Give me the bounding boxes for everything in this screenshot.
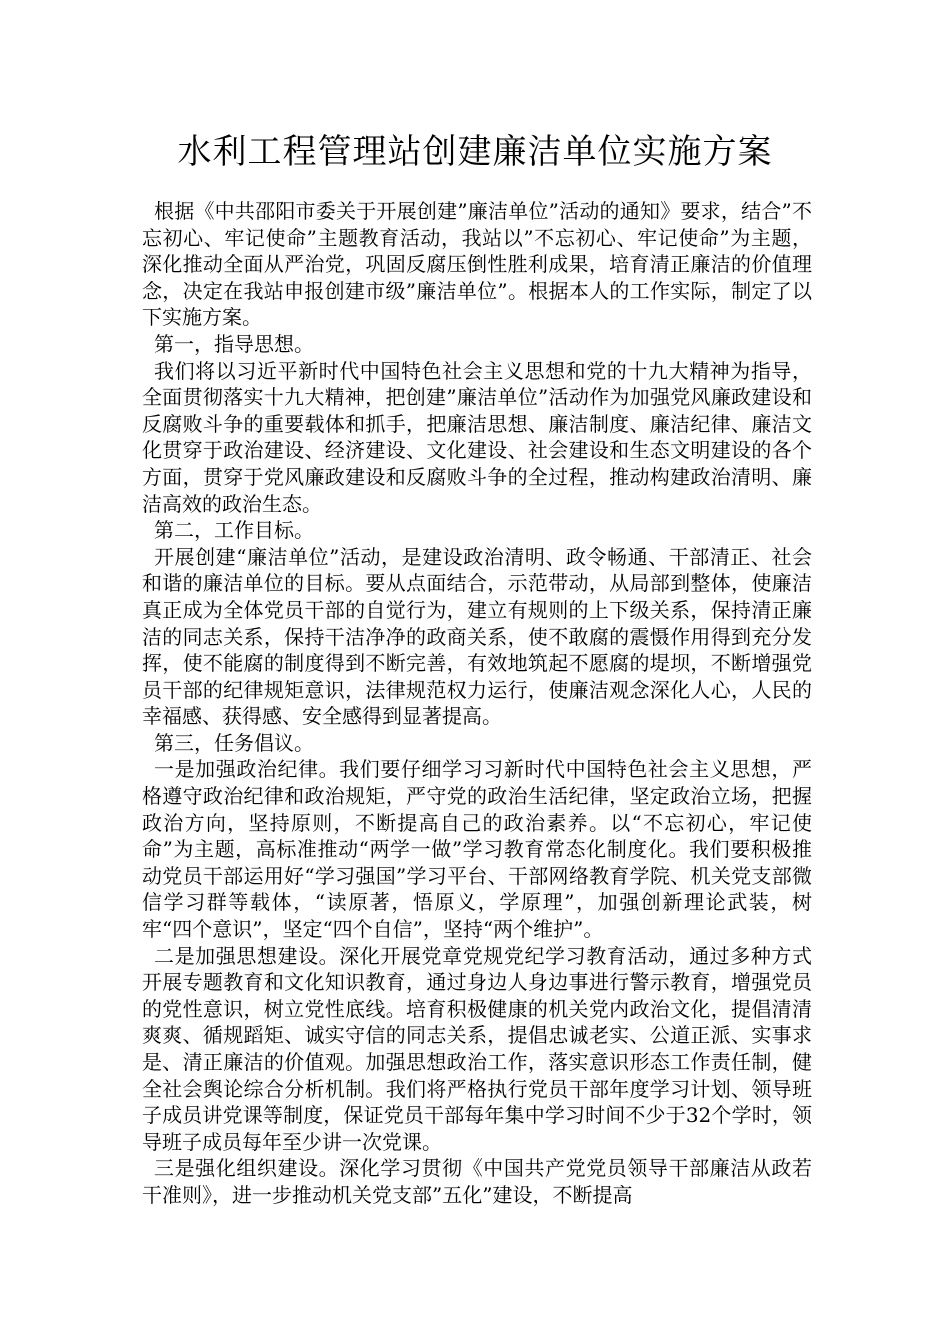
intro-paragraph: 根据《中共邵阳市委关于开展创建”廉洁单位”活动的通知》要求，结合”不忘初心、牢记使命”主题教育活动，我站以”不忘初心、牢记使命”为主题，深化推动全面从严治党，巩固反腐压倒性胜利成果，培育清正廉洁的价值理念，决定在我站申报创建市级”廉洁单位”。根据本人的工作实际，制定了以下实施方案。 (142, 199, 812, 330)
section-heading-tasks: 第三，任务倡议。 (154, 730, 314, 755)
paragraph-organizational-building: 三是强化组织建设。深化学习贯彻《中国共产党党员领导干部廉洁从政若干准则》，进一步推动机关党支部”五化”建设，不断提高 (142, 1156, 812, 1207)
paragraph-political-discipline: 一是加强政治纪律。我们要仔细学习习新时代中国特色社会主义思想，严格遵守政治纪律和政治规矩，严守党的政治生活纪律，坚定政治立场，把握政治方向，坚持原则，不断提高自己的政治素养。以“不忘初心，牢记使命”为主题，高标准推动“两学一做”学习教育常态化制度化。我们要积极推动党员干部运用好“学习强国”学习平台、干部网络教育学院、机关党支部微信学习群等载体，“读原著，悟原义，学原理”，加强创新理论武装，树牢“四个意识”，坚定“四个自信”，坚持“两个维护”。 (142, 757, 812, 942)
paragraph-ideological-building: 二是加强思想建设。深化开展党章党规党纪学习教育活动，通过多种方式开展专题教育和文化知识教育，通过身边人身边事进行警示教育，增强党员的党性意识，树立党性底线。培育积极健康的机关党内政治文化，提倡清清爽爽、循规蹈矩、诚实守信的同志关系，提倡忠诚老实、公道正派、实事求是、清正廉洁的价值观。加强思想政治工作，落实意识形态工作责任制，健全社会舆论综合分析机制。我们将严格执行党员干部年度学习计划、领导班子成员讲党课等制度，保证党员干部每年集中学习时间不少于32个学时，领导班子成员每年至少讲一次党课。 (142, 943, 812, 1154)
document-title: 水利工程管理站创建廉洁单位实施方案 (177, 132, 773, 172)
paragraph-work-goals: 开展创建“廉洁单位”活动，是建设政治清明、政令畅通、干部清正、社会和谐的廉洁单位的目标。要从点面结合，示范带动，从局部到整体，使廉洁真正成为全体党员干部的自觉行为，建立有规则的上下级关系，保持清正廉洁的同志关系，保持干洁净净的政商关系，使不敢腐的震慑作用得到充分发挥，使不能腐的制度得到不断完善，有效地筑起不愿腐的堤坝，不断增强党员干部的纪律规矩意识，法律规范权力运行，使廉洁观念深化人心，人民的幸福感、获得感、安全感得到显著提高。 (142, 544, 812, 729)
section-heading-work-goals: 第二，工作目标。 (154, 518, 314, 543)
document-body (142, 198, 812, 1209)
section-heading-guiding-thought: 第一，指导思想。 (154, 331, 314, 356)
paragraph-guiding-thought: 我们将以习近平新时代中国特色社会主义思想和党的十九大精神为指导，全面贯彻落实十九大精神，把创建”廉洁单位”活动作为加强党风廉政建设和反腐败斗争的重要载体和抓手，把廉洁思想、廉洁制度、廉洁纪律、廉洁文化贯穿于政治建设、经济建设、文化建设、社会建设和生态文明建设的各个方面，贯穿于党风廉政建设和反腐败斗争的全过程，推动构建政治清明、廉洁高效的政治生态。 (142, 358, 812, 516)
